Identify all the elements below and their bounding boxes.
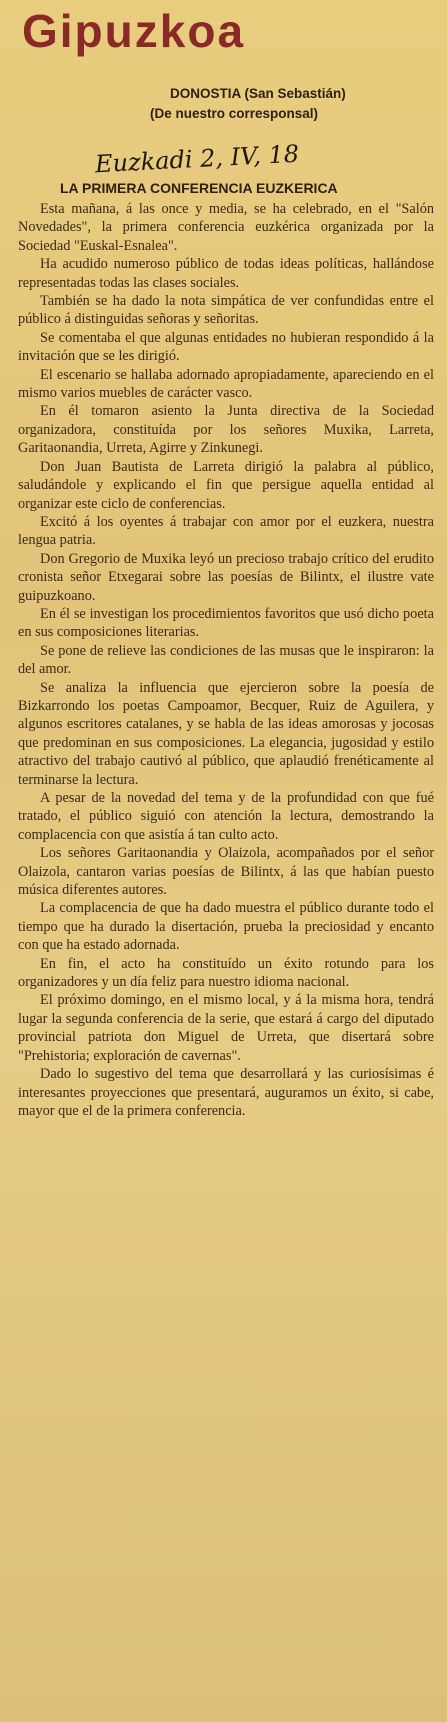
paragraph: Don Gregorio de Muxika leyó un precioso trabajo crítico del erudito cronista señor Etxegarai sobre las poesías de Bilintx, el ilustre vate guipuzkoano. [18, 550, 434, 604]
paragraph: Esta mañana, á las once y media, se ha celebrado, en el "Salón Novedades", la primera conferencia euzkérica organizada por la Sociedad "Euskal-Esnalea". [18, 201, 434, 254]
paragraph: Excitó á los oyentes á trabajar con amor por el euzkera, nuestra lengua patria. [18, 513, 434, 549]
dateline-byline: (De nuestro corresponsal) [150, 106, 319, 121]
paragraph: Don Juan Bautista de Larreta dirigió la palabra al público, saludándole y explicando el fin que persigue aquella entidad al organizar este ciclo de conferencias. [18, 458, 434, 512]
masthead: Gipuzkoa [22, 5, 246, 57]
paragraph: También se ha dado la nota simpática de ver confundidas entre el público á distinguidas señoras y señoritas. [18, 293, 434, 328]
paragraph: Ha acudido numeroso público de todas ideas políticas, hallándose representadas todas las clases sociales. [18, 256, 434, 291]
paragraph: En fin, el acto ha constituído un éxito rotundo para los organizadores y un día feliz para nuestro idioma nacional. [18, 955, 434, 991]
paragraph: A pesar de la novedad del tema y de la profundidad con que fué tratado, el público siguió con atención la lectura, demostrando la complacencia con que asistía á tan culto acto. [18, 790, 434, 843]
article-headline: LA PRIMERA CONFERENCIA EUZKERICA [60, 180, 338, 196]
dateline-city: DONOSTIA (San Sebastián) [170, 86, 346, 101]
paragraph: Los señores Garitaonandia y Olaizola, acompañados por el señor Olaizola, cantaron varias poesías de Bilintx, á las que habían puesto música diferentes autores. [18, 845, 434, 899]
article-body [18, 200, 434, 1120]
paragraph: Se comentaba el que algunas entidades no hubieran respondido á la invitación que se les dirigió. [18, 329, 434, 365]
paragraph: Se analiza la influencia que ejercieron sobre la poesía de Bizkarrondo los poetas Campoamor, Becquer, Ruiz de Aguilera, y algunos escritores catalanes, y se habla de las ideas amorosas y jocosas que predominan en sus composiciones. La elegancia, jugosidad y estilo atractivo del trabajo cautivó al público, que aplaudió frenéticamente al terminarse la lectura. [18, 679, 434, 788]
dateline [150, 84, 440, 124]
paragraph: La complacencia de que ha dado muestra el público durante todo el tiempo que ha durado la disertación, prueba la preciosidad y encanto con que ha estado adornada. [18, 900, 434, 954]
paragraph: El escenario se hallaba adornado apropiadamente, apareciendo en el mismo varios muebles de carácter vasco. [18, 366, 434, 402]
paragraph: En él se investigan los procedimientos favoritos que usó dicho poeta en sus composiciones literarias. [18, 605, 434, 641]
paragraph: Dado lo sugestivo del tema que desarrollará y las curiosísimas é interesantes proyecciones que presentará, auguramos un éxito, si cabe, mayor que el de la primera conferencia. [18, 1066, 434, 1119]
handwritten-date-note: Euzkadi 2, IV, 18 [94, 139, 300, 179]
paragraph: Se pone de relieve las condiciones de las musas que le inspiraron: la del amor. [18, 642, 434, 678]
paragraph: En él tomaron asiento la Junta directiva de la Sociedad organizadora, constituída por los señores Muxika, Larreta, Garitaonandia, Urreta, Agirre y Zinkunegi. [18, 403, 434, 457]
paragraph: El próximo domingo, en el mismo local, y á la misma hora, tendrá lugar la segunda conferencia de la serie, que estará á cargo del diputado provincial patriota don Miguel de Urreta, que disertará sobre "Prehistoria; exploración de cavernas". [18, 992, 434, 1064]
